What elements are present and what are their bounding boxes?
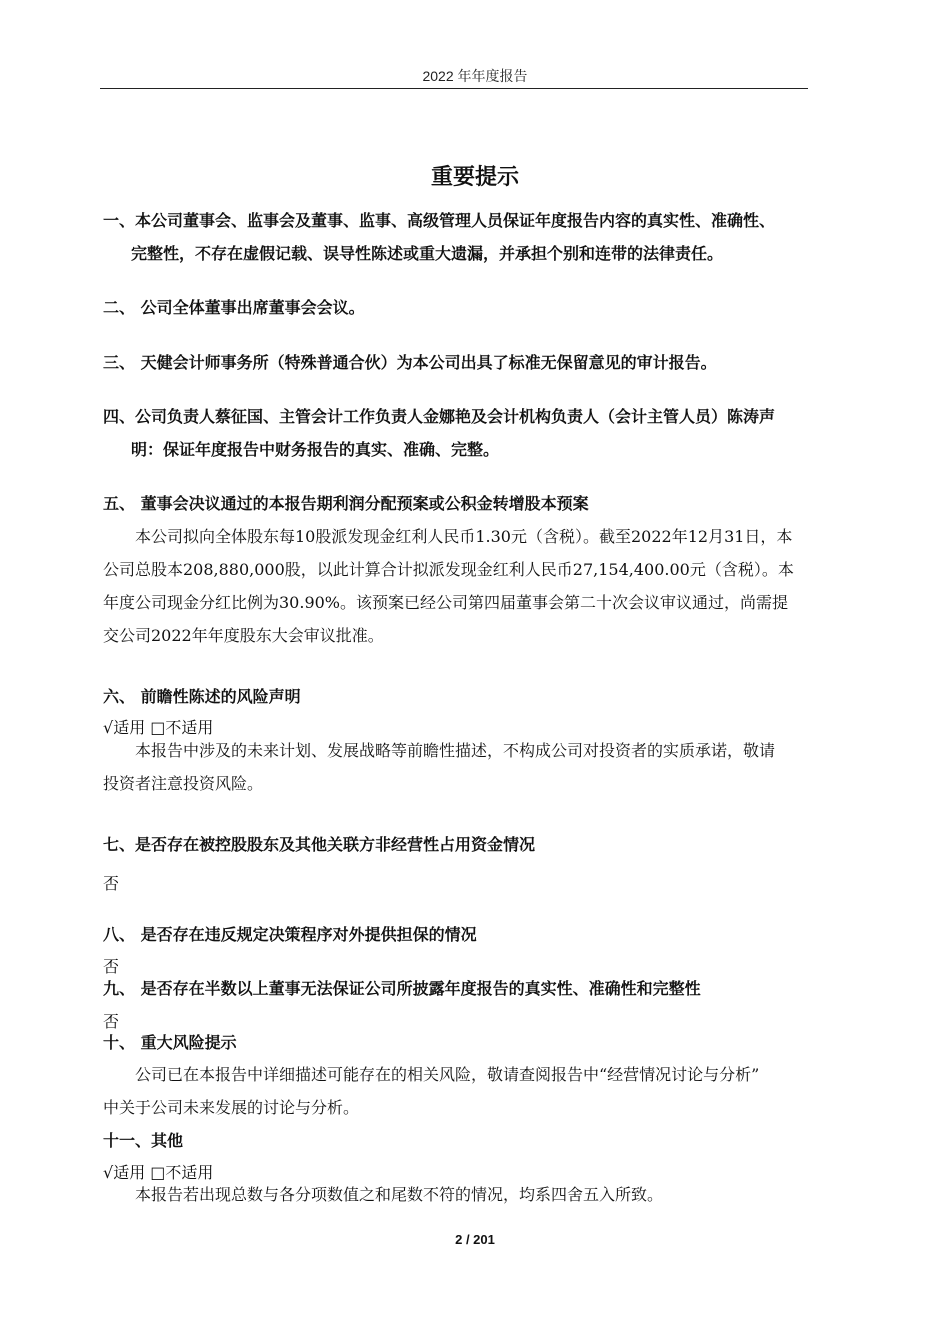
section-4-line-1: 四、公司负责人蔡征国、主管会计工作负责人金娜艳及会计机构负责人（会计主管人员）陈涛声 (103, 407, 776, 426)
section-11-heading: 十一、其他 (103, 1131, 184, 1150)
header-rule (100, 88, 808, 89)
section-10-heading: 十、 重大风险提示 (103, 1033, 237, 1052)
section-9-answer: 否 (103, 1012, 120, 1031)
section-1-line-2: 完整性，不存在虚假记载、误导性陈述或重大遗漏，并承担个别和连带的法律责任。 (131, 244, 724, 263)
section-11-applicable-checkbox: √适用 □不适用 (103, 1163, 214, 1182)
section-3-heading: 三、 天健会计师事务所（特殊普通合伙）为本公司出具了标准无保留意见的审计报告。 (103, 353, 717, 372)
section-7-heading: 七、是否存在被控股股东及其他关联方非经营性占用资金情况 (103, 835, 536, 854)
section-9-heading: 九、 是否存在半数以上董事无法保证公司所披露年度报告的真实性、准确性和完整性 (103, 979, 701, 998)
section-5-para-line-4: 交公司2022年年度股东大会审议批准。 (103, 626, 384, 645)
section-7-answer: 否 (103, 874, 120, 893)
page-header: 2022 年年度报告 (422, 68, 528, 84)
section-5-para-line-2: 公司总股本208,880,000股，以此计算合计拟派发现金红利人民币27,154,400.00元（含税）。本 (103, 560, 794, 579)
section-8-heading: 八、 是否存在违反规定决策程序对外提供担保的情况 (103, 925, 477, 944)
section-8-answer: 否 (103, 957, 120, 976)
page-number: 2 / 201 (455, 1232, 495, 1247)
section-6-para-line-2: 投资者注意投资风险。 (103, 774, 264, 793)
section-2-heading: 二、 公司全体董事出席董事会会议。 (103, 298, 365, 317)
section-6-para-line-1: 本报告中涉及的未来计划、发展战略等前瞻性描述，不构成公司对投资者的实质承诺，敬请 (135, 741, 776, 760)
section-6-heading: 六、 前瞻性陈述的风险声明 (103, 687, 301, 706)
page-title: 重要提示 (430, 164, 519, 190)
section-11-para-line-1: 本报告若出现总数与各分项数值之和尾数不符的情况，均系四舍五入所致。 (135, 1185, 664, 1204)
section-10-para-line-2: 中关于公司未来发展的讨论与分析。 (103, 1098, 360, 1117)
section-4-line-2: 明：保证年度报告中财务报告的真实、准确、完整。 (131, 440, 500, 459)
section-5-heading: 五、 董事会决议通过的本报告期利润分配预案或公积金转增股本预案 (103, 494, 589, 513)
section-6-applicable-checkbox: √适用 □不适用 (103, 718, 214, 737)
section-10-para-line-1: 公司已在本报告中详细描述可能存在的相关风险，敬请查阅报告中“经营情况讨论与分析” (135, 1065, 760, 1084)
section-1-line-1: 一、本公司董事会、监事会及董事、监事、高级管理人员保证年度报告内容的真实性、准确性、 (103, 211, 776, 230)
section-5-para-line-3: 年度公司现金分红比例为30.90%。该预案已经公司第四届董事会第二十次会议审议通过，尚需提 (103, 593, 789, 612)
section-5-para-line-1: 本公司拟向全体股东每10股派发现金红利人民币1.30元（含税）。截至2022年12月31日，本 (135, 527, 793, 546)
